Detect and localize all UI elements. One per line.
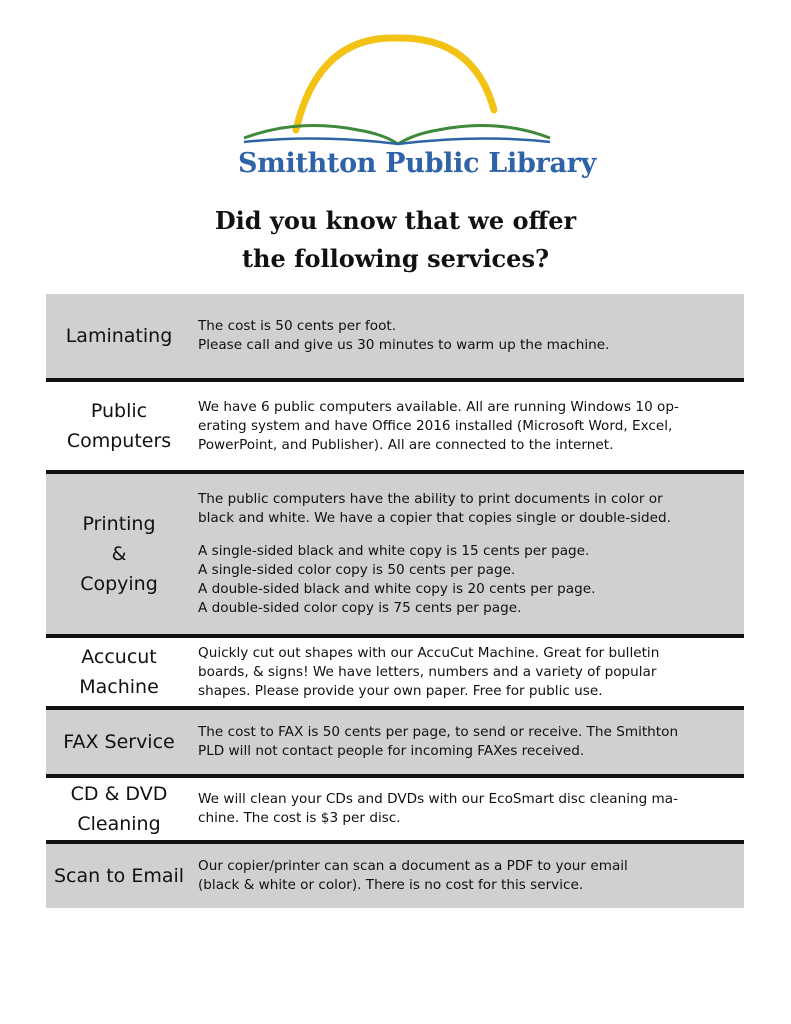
service-description: Quickly cut out shapes with our AccuCut Machine. Great for bulletin boards, & signs! We have letters, numbers and a variety of popular shapes. Please provide your own paper. Free for public use.: [198, 644, 660, 699]
service-description: We have 6 public computers available. All are running Windows 10 op- erating system and have Office 2016 installed (Microsoft Word, Excel, PowerPoint, and Publisher). All are connected to the internet.: [198, 398, 679, 453]
services-table: [46, 294, 744, 908]
service-row-printing-copying: [46, 470, 744, 634]
service-label: Public Computers: [66, 400, 172, 452]
service-description: The public computers have the ability to print documents in color or black and white. We have a copier that copies single or double-sided. A single-sided black and white copy is 15 cents per page. A single-sided color copy is 50 cents per page. A double-sided black and white copy is 20 cents per page. A double-sided color copy is 75 cents per page.: [198, 491, 671, 616]
service-row-cd-dvd-cleaning: [46, 774, 744, 840]
service-label: FAX Service: [63, 731, 175, 753]
page-title-line-1: Did you know that we offer: [214, 206, 577, 235]
service-label: Printing & Copying: [80, 513, 158, 595]
service-description: Our copier/printer can scan a document as a PDF to your email (black & white or color). There is no cost for this service.: [198, 858, 628, 893]
service-label: CD & DVD Cleaning: [70, 783, 168, 835]
service-row-scan-to-email: [46, 840, 744, 908]
service-row-fax: [46, 706, 744, 774]
library-name: Smithton Public Library: [238, 148, 596, 179]
page-title-line-2: the following services?: [241, 244, 550, 273]
page-title: [0, 202, 791, 278]
service-label: Laminating: [65, 325, 173, 347]
service-row-public-computers: [46, 378, 744, 470]
sun-book-logo-icon: [238, 30, 558, 150]
service-row-laminating: [46, 294, 744, 378]
service-label: Scan to Email: [53, 865, 185, 887]
service-description: We will clean your CDs and DVDs with our EcoSmart disc cleaning ma- chine. The cost is $3 per disc.: [198, 791, 679, 826]
service-label: Accucut Machine: [79, 646, 159, 698]
library-logo: [238, 30, 596, 190]
service-description: The cost to FAX is 50 cents per page, to send or receive. The Smithton PLD will not contact people for incoming FAXes received.: [198, 724, 679, 759]
service-row-accucut: [46, 634, 744, 706]
service-description: The cost is 50 cents per foot. Please call and give us 30 minutes to warm up the machine.: [198, 318, 610, 353]
